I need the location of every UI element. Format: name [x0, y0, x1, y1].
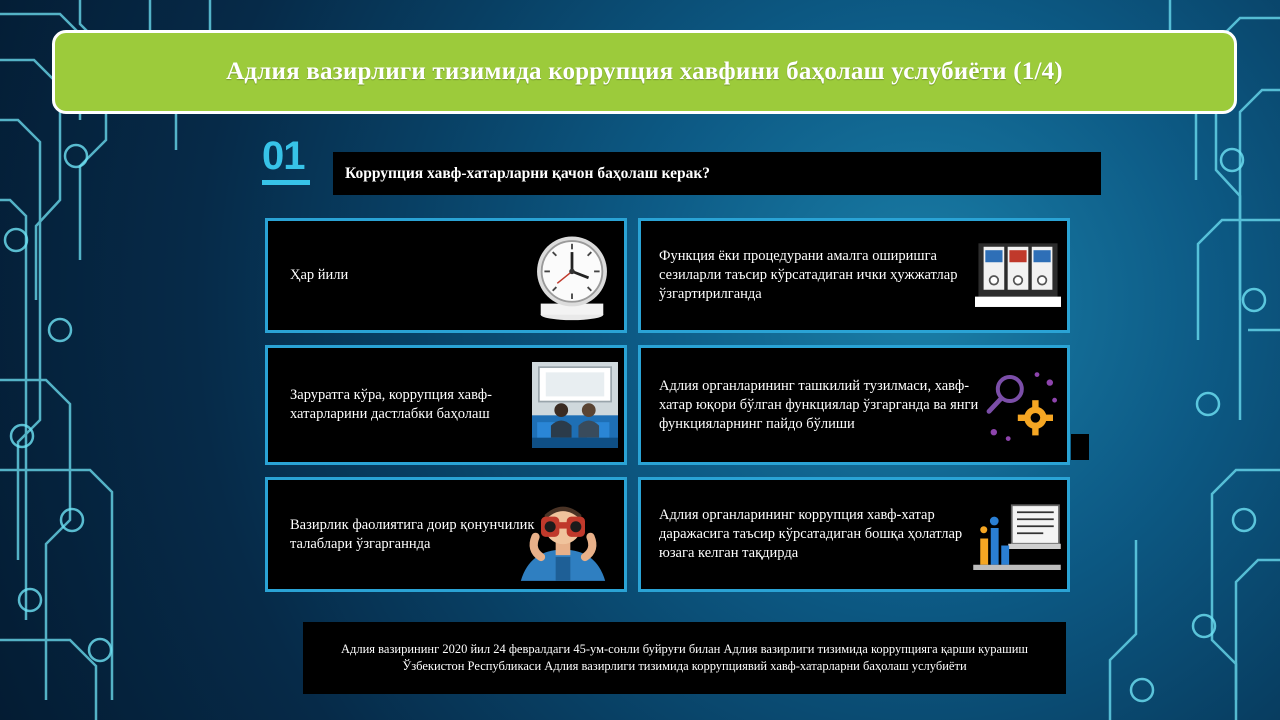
- grid-row: [265, 218, 1070, 333]
- content-card[interactable]: [265, 218, 627, 333]
- content-card[interactable]: [638, 218, 1070, 333]
- section-number: 01: [262, 134, 305, 178]
- card-text: Адлия органларининг коррупция хавф-хатар даражасига таъсир кўрсатадиган бошқа ҳолатлар юзага келган тақдирда: [659, 507, 963, 561]
- grid-row: [265, 345, 1070, 465]
- content-card[interactable]: [265, 345, 627, 465]
- footer-text: Адлия вазирининг 2020 йил 24 февралдаги 45-ум-сонли буйруғи билан Адлия вазирлиги тизимида коррупцияга қарши курашиш Ўзбекистон Республикаси Адлия вазирлиги тизимида коррупциявий хавф-хатарларни баҳолаш услубиёти: [340, 642, 1029, 673]
- content-card[interactable]: [638, 345, 1070, 465]
- slide-title-banner: [52, 30, 1237, 114]
- question-bar: [333, 152, 1101, 195]
- card-text: Вазирлик фаолиятига доир қонунчилик талаблари ўзгарганнда: [290, 516, 535, 552]
- card-text: Адлия органларининг ташкилий тузилмаси, хавф-хатар юқори бўлган функциялар ўзгарганда ва янги функцияларнинг пайдо бўлиши: [659, 377, 979, 432]
- footer-note: [303, 622, 1066, 694]
- card-text: Функция ёки процедурани амалга оширишга сезиларли таъсир кўрсатадиган ички ҳужжатлар ўзгартирилганда: [659, 248, 958, 302]
- grid-row: [265, 477, 1070, 592]
- side-marker: [1071, 434, 1089, 460]
- card-text: Ҳар йили: [290, 267, 349, 283]
- content-grid: [265, 218, 1070, 604]
- clock-icon: [526, 230, 618, 322]
- section-number-underline: [262, 180, 310, 185]
- question-text: Коррупция хавф-хатарларни қачон баҳолаш керак?: [345, 164, 711, 182]
- section-number-block: [262, 136, 332, 185]
- card-text: Заруратга кўра, коррупция хавф-хатарларини дастлабки баҳолаш: [290, 387, 492, 422]
- page-title: Адлия вазирлиги тизимида коррупция хавфини баҳолаш услубиёти (1/4): [226, 58, 1063, 85]
- content-card[interactable]: [265, 477, 627, 592]
- content-card[interactable]: [638, 477, 1070, 592]
